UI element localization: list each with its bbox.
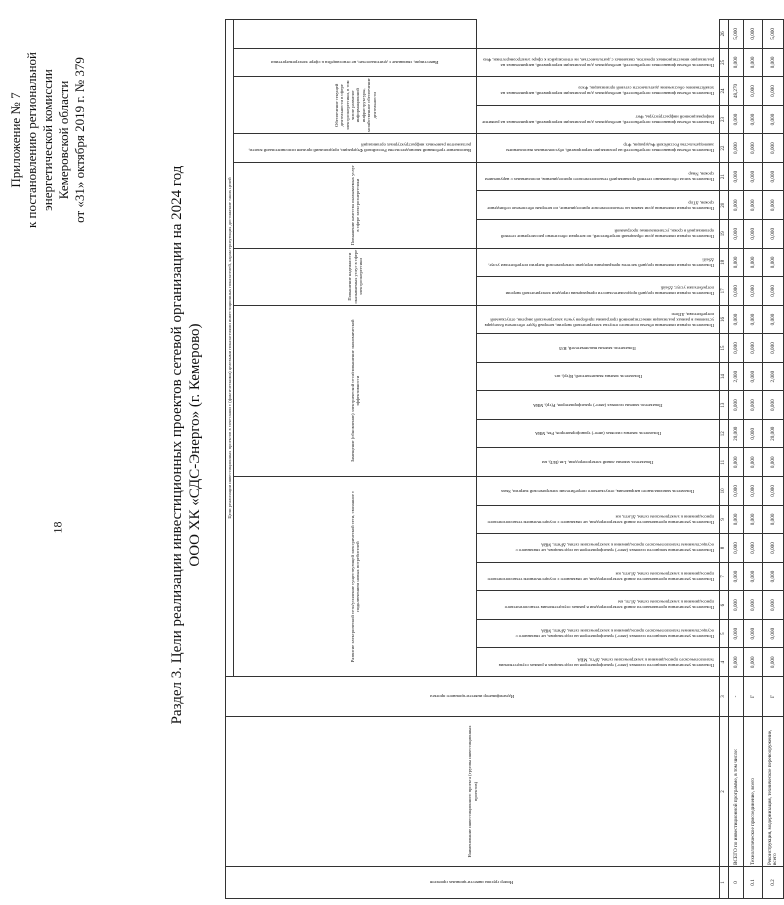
group-invest: Инвестиции, связанные с деятельностью, не относящейся к сфере электроэнергетики (234, 48, 477, 77)
col-header-indicator: Показатель максимального напряжения, отпускаемого потребителям электрической энергии, Sмах (477, 477, 720, 506)
row-value: 0,000 (763, 477, 784, 506)
table-header-row-1 (226, 20, 234, 899)
row-value: 0,000 (763, 391, 784, 420)
row-value: 0,000 (729, 105, 744, 134)
col-header-indicator: Показатель увеличения протяженности линий электропередачи, не связанного с осуществлением технологического присоединения к электрическим сетям, ΔLнтп, км (477, 562, 720, 591)
title-line-1: Раздел 3. Цели реализации инвестиционных проектов сетевой организации на 2024 год (169, 165, 185, 725)
row-value: 0,000 (729, 334, 744, 363)
row-value: 0,000 (744, 391, 763, 420)
row-value: 2,000 (763, 362, 784, 391)
col-header-indicator: Показатель увеличения протяженности линий электропередачи, не связанного с осуществлением технологического присоединения к электрическим сетям, ΔLнтп, км (477, 505, 720, 534)
page-number: 18 (50, 521, 65, 534)
row-value: 0,000 (763, 220, 784, 249)
col-header-indicator: Показатель оценки изменения доли обращений потребителей, по которым обеспечено рассмотрение сетевой организацией в сроки, установленные программой (477, 220, 720, 249)
column-number: 17 (720, 277, 729, 306)
column-number: 2 (720, 717, 729, 867)
column-number: 18 (720, 248, 729, 277)
row-value: 0,000 (729, 619, 744, 648)
row-value: 5,000 (729, 20, 744, 49)
column-number: 20 (720, 191, 729, 220)
appendix-header (8, 10, 88, 270)
column-number: 3 (720, 677, 729, 717)
col-header-indicator: Показатель увеличения протяженности линий электропередачи в рамках осуществления технологического присоединения к электрическим сетям, ΔLтп, км (477, 591, 720, 620)
column-number: 8 (720, 534, 729, 563)
row-value: 0,000 (744, 220, 763, 249)
col-header-id: Идентификатор инвести-ционного проекта (226, 677, 720, 717)
header-line-5: от «31» октября 2019 г. № 379 (72, 57, 87, 223)
row-value: 0,000 (744, 162, 763, 191)
header-line-2: к постановлению региональной (24, 52, 39, 229)
group-reliability: Повышение надежности оказываемых услуг в сфере электроэнергетики (234, 248, 477, 305)
row-value: 0,000 (729, 591, 744, 620)
row-value: 0,000 (763, 448, 784, 477)
group-spare (234, 20, 477, 49)
group-development: Развитие электрической сети/усиление существующей электрической сети, связанное с подключением новых потребителей (234, 477, 477, 677)
col-header-indicator: Показатель замены силовых (авто-) трансформаторов, P(тр), МВА (477, 391, 720, 420)
group-quality: Повышение качества оказываемых услуг в сфере электроэнергетики (234, 162, 477, 248)
row-value: 0,000 (744, 477, 763, 506)
column-number: 19 (720, 220, 729, 249)
row-value: 0,000 (744, 534, 763, 563)
row-value: 0,000 (763, 105, 784, 134)
row-value: 0,000 (729, 220, 744, 249)
column-number: 21 (720, 162, 729, 191)
row-value: 0,000 (729, 505, 744, 534)
row-value: 0,000 (744, 77, 763, 106)
col-header-indicator: Показатель замены выключателей, В(тр), шт. (477, 362, 720, 391)
row-name: Реконструкция, модернизация, техническое перевооружение, всего (763, 717, 784, 867)
column-number: 10 (720, 477, 729, 506)
section-title (168, 5, 204, 885)
column-number: 7 (720, 562, 729, 591)
row-value: 0,000 (729, 391, 744, 420)
row-value: 0,000 (729, 477, 744, 506)
row-value: 0,000 (729, 248, 744, 277)
row-value: 0,000 (744, 362, 763, 391)
column-number: 16 (720, 305, 729, 334)
row-name: Технологическое присоединение, всего (744, 717, 763, 867)
col-header-indicator: Показатель увеличения мощности силовых (авто-) трансформаторов на подстанциях, не связанного с осуществлением технологического присоединения к электрическим сетям, ΔPнтп, МВА (477, 619, 720, 648)
header-line-1: Приложение № 7 (8, 92, 23, 188)
row-value: 0,000 (763, 191, 784, 220)
row-value: 0,000 (744, 419, 763, 448)
row-value: 0,000 (744, 505, 763, 534)
row-id: Г (744, 677, 763, 717)
row-value: 0,000 (744, 191, 763, 220)
row-value: 5,000 (763, 20, 784, 49)
col-header-indicator: Показатель замены линий электропередачи, Lзв (ВЛ), км (477, 448, 720, 477)
row-value: 0,000 (763, 48, 784, 77)
row-value: 0,000 (763, 619, 784, 648)
row-value: 0,000 (744, 619, 763, 648)
row-value: 0,000 (763, 305, 784, 334)
row-value: 0,000 (744, 248, 763, 277)
row-id: - (729, 677, 744, 717)
col-header-indicator: Показатель замены выключателей, В35 (477, 334, 720, 363)
row-value: 0,000 (763, 591, 784, 620)
col-header-num: Номер группы инвести-ционных проектов (226, 867, 720, 899)
row-value: 0,000 (744, 648, 763, 677)
row-value: 0,000 (763, 648, 784, 677)
col-header-goals: Цели реализации инвестиционных проектов в сочетании с (фактическими) целевыми показателями инвестиционных показателей, характеризующих достижение таких целей (226, 20, 234, 677)
table-row (744, 20, 763, 899)
row-value: 0,000 (763, 334, 784, 363)
row-value: 48,270 (729, 77, 744, 106)
col-header-indicator: Показатель замены силовых (авто-) трансформаторов, Pзв, МВА (477, 419, 720, 448)
investment-goals-table (225, 19, 784, 899)
row-value: 0,000 (763, 77, 784, 106)
row-value: 0,000 (744, 448, 763, 477)
row-number: 0.2 (763, 867, 784, 899)
row-value: 2,000 (729, 362, 744, 391)
row-value: 0,000 (744, 305, 763, 334)
row-value: 0,000 (763, 162, 784, 191)
row-value: 0,000 (763, 562, 784, 591)
col-header-indicator: Показатель увеличения мощности силовых (авто-) трансформаторов на подстанциях в рамках осуществления технологического присоединения к электрическим сетям, ΔPтп, МВА (477, 648, 720, 677)
row-value: 0,000 (763, 248, 784, 277)
column-number: 25 (720, 48, 729, 77)
col-header-indicator: Показатель увеличения мощности силовых (авто-) трансформаторов на подстанциях, не связанного с осуществлением технологического присоединения к электрическим сетям, ΔPнтп, МВА (477, 534, 720, 563)
column-number: 15 (720, 334, 729, 363)
column-number: 22 (720, 134, 729, 163)
column-number: 23 (720, 105, 729, 134)
row-value: 0,000 (744, 48, 763, 77)
column-number: 13 (720, 391, 729, 420)
row-value: 0,000 (763, 277, 784, 306)
column-number: 24 (720, 77, 729, 106)
group-ras: Выполнение требований законодательства Российской Федерации, предписаний органов исполнительной власти, регламентов рыночных инфраструктурных организаций (234, 134, 477, 163)
col-header-indicator: Показатель объема финансовых потребностей, необходимых для реализации мероприятий, направленных на развитие информационной инфраструктуры, Фит (477, 105, 720, 134)
row-name: ВСЕГО по инвестиционной программе, в том числе: (729, 717, 744, 867)
column-number: 1 (720, 867, 729, 899)
row-number: 0.1 (744, 867, 763, 899)
header-line-3: энергетической комиссии (40, 69, 55, 211)
row-value: 0,000 (744, 334, 763, 363)
column-number: 14 (720, 362, 729, 391)
row-value: 0,000 (729, 48, 744, 77)
row-value: 0,000 (729, 305, 744, 334)
row-value: 0,000 (744, 591, 763, 620)
row-value: 0,000 (763, 134, 784, 163)
col-header-name: Наименование инвестиционного проекта (группы инвестиционных проектов) (226, 717, 720, 867)
col-header-indicator: Показатель числа обоснованно сетевой организацией технологического присоединения, исполненных с нарушением сроков, Nнар (477, 162, 720, 191)
column-number: 11 (720, 448, 729, 477)
row-value: 0,000 (729, 162, 744, 191)
row-value: 0,000 (729, 648, 744, 677)
column-number: 26 (720, 20, 729, 49)
column-number: 4 (720, 648, 729, 677)
numbering-row (720, 20, 729, 899)
row-value: 0,000 (744, 562, 763, 591)
col-header-indicator: Показатель оценки изменения средней продолжительности прекращения передачи электрической энергии потребителям услуг, ΔSaidi (477, 277, 720, 306)
column-number: 12 (720, 419, 729, 448)
row-value: 20,000 (763, 419, 784, 448)
row-value: 0,000 (729, 448, 744, 477)
column-number: 9 (720, 505, 729, 534)
column-number: 5 (720, 619, 729, 648)
group-replacement: Замещение (обновление) электрической сети/повышение экономической эффективности (234, 305, 477, 476)
row-value: 0,000 (744, 20, 763, 49)
table-row (763, 20, 784, 899)
col-header-indicator: Показатель оценки изменения средней частоты прекращения передачи электрической энергии потребителям услуг, ΔSaifi (477, 248, 720, 277)
row-value: 0,000 (763, 505, 784, 534)
group-support: Обеспечение текущей деятельности в сфере электроэнергетики, в том числе развитие информационной инфраструктуры, хозяйственное обеспечение деятельности (234, 77, 477, 134)
col-header-indicator: Показатель объема финансовых потребностей, необходимых для реализации мероприятий, направленных на реализацию инвестиционных проектов, связанных с деятельностью, не относящейся к сфере электроэнергетики, Фнэ (477, 48, 720, 77)
col-header-indicator: Показатель объема финансовых потребностей, необходимых для реализации мероприятий, направленных на хозяйственное обеспечение деятельности сетевой организации, Фхоз (477, 77, 720, 106)
row-value: 0,000 (729, 562, 744, 591)
row-value: 0,000 (729, 191, 744, 220)
col-header-indicator: Показатель оценки изменения объема полезного отпуска электрической энергии, который будет обеспечен благодаря установке в рамках реализации инвестиционной программы приборов учета электрической энергии, отпускаемой потребителям, ΔПотп (477, 305, 720, 334)
row-value: 0,000 (744, 105, 763, 134)
row-value: 0,000 (729, 134, 744, 163)
row-value: 0,000 (729, 277, 744, 306)
title-line-2: ООО ХК «СДС-Энерго» (г. Кемерово) (187, 323, 203, 567)
row-value: 0,000 (744, 134, 763, 163)
row-value: 0,000 (763, 534, 784, 563)
col-header-indicator: Показатель оценки изменения доли заявок на технологическое присоединение, по которым обеспечено соблюдение сроков, ΔТпр (477, 191, 720, 220)
col-header-indicator: Показатель объема финансовых потребностей на реализацию мероприятий, обусловленных выполнением законодательства Российской Федерации, Фтр (477, 134, 720, 163)
row-value: 0,000 (729, 534, 744, 563)
column-number: 6 (720, 591, 729, 620)
row-id: Г (763, 677, 784, 717)
row-value: 20,000 (729, 419, 744, 448)
row-number: 0 (729, 867, 744, 899)
row-value: 0,000 (744, 277, 763, 306)
table-row (729, 20, 744, 899)
header-line-4: Кемеровской области (56, 80, 71, 200)
